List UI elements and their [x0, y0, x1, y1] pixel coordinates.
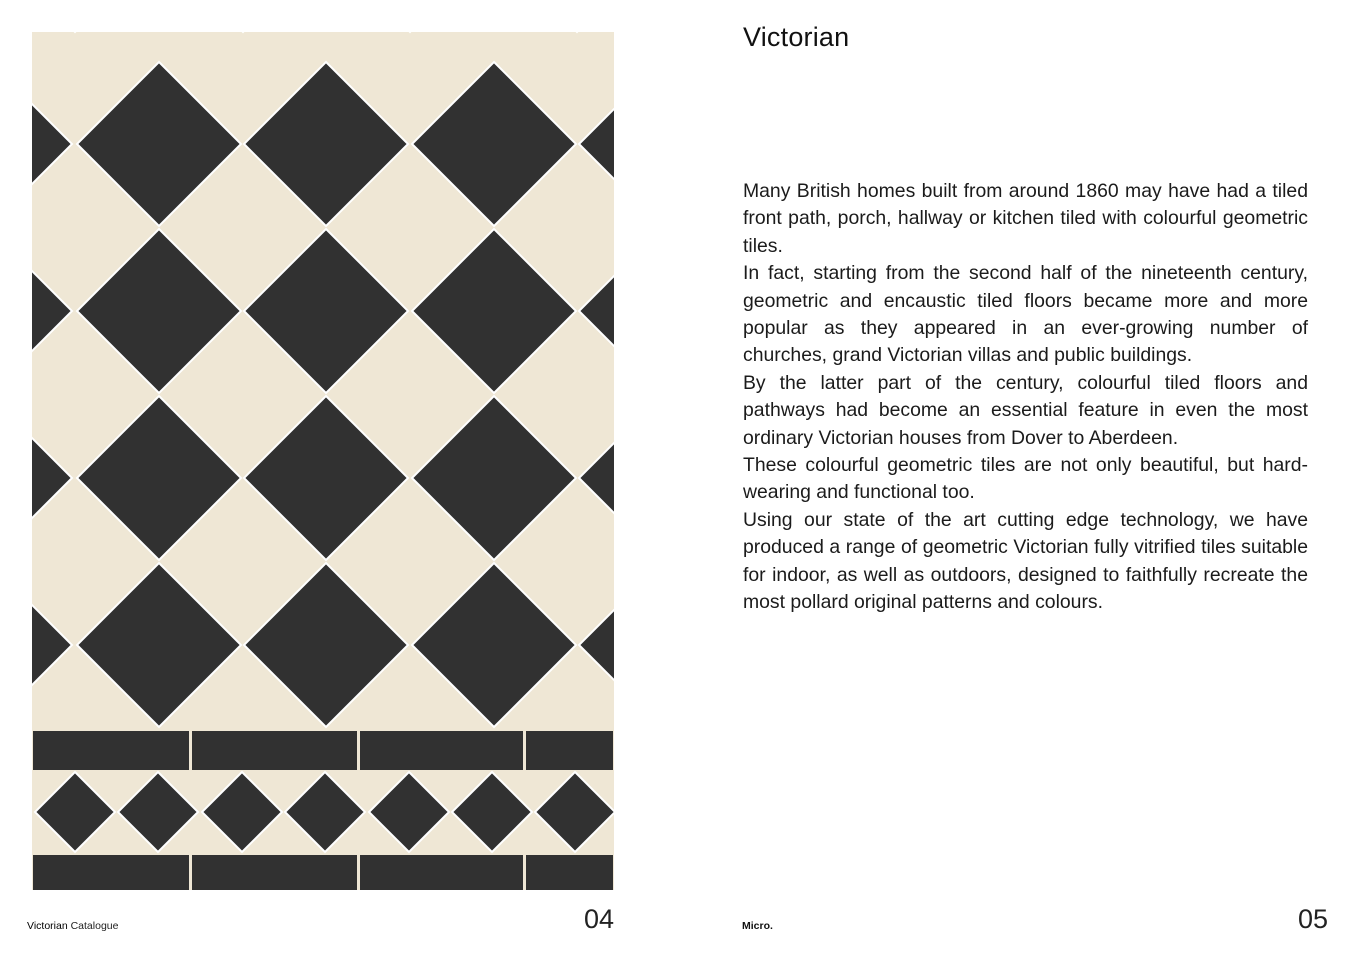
catalogue-label — [27, 920, 118, 932]
border-bar-tile — [526, 855, 613, 890]
page-number-right: 05 — [1298, 904, 1329, 934]
brand-logo: Micro. — [742, 920, 773, 932]
page-title: Victorian — [743, 22, 850, 52]
border-bar-tile — [526, 731, 613, 770]
catalogue-label-strong: Victorian — [27, 920, 68, 932]
border-bar-tile — [360, 731, 523, 770]
border-bar-tile — [192, 855, 357, 890]
paragraph: By the latter part of the century, colourful tiled floors and pathways had become an essential feature in even the most ordinary Victorian houses from Dover to Aberdeen. — [743, 371, 1308, 449]
border-bar-tile — [192, 731, 357, 770]
border-bar-tile — [33, 855, 189, 890]
catalogue-label-rest: Catalogue — [67, 920, 119, 932]
paragraph: Many British homes built from around 1860 may have had a tiled front path, porch, hallway or kitchen tiled with colourful geometric tiles. — [743, 180, 1308, 257]
border-bar-tile — [33, 731, 189, 770]
paragraph: Using our state of the art cutting edge technology, we have produced a range of geometric Victorian fully vitrified tiles suitable for indoor, as well as outdoors, designed to faithfully recreate the most pollard original patterns and colours. — [743, 508, 1308, 614]
paragraph: These colourful geometric tiles are not only beautiful, but hard-wearing and functional too. — [743, 454, 1308, 504]
paragraph: In fact, starting from the second half of the nineteenth century, geometric and encaustic tiled floors became more and more popular as they appeared in an ever-growing number of churches, grand Victorian villas and public buildings. — [743, 262, 1308, 367]
page-number-left: 04 — [584, 904, 615, 934]
body-text — [743, 178, 1308, 617]
victorian-tile-pattern-image — [32, 32, 614, 890]
border-bar-tile — [360, 855, 523, 890]
